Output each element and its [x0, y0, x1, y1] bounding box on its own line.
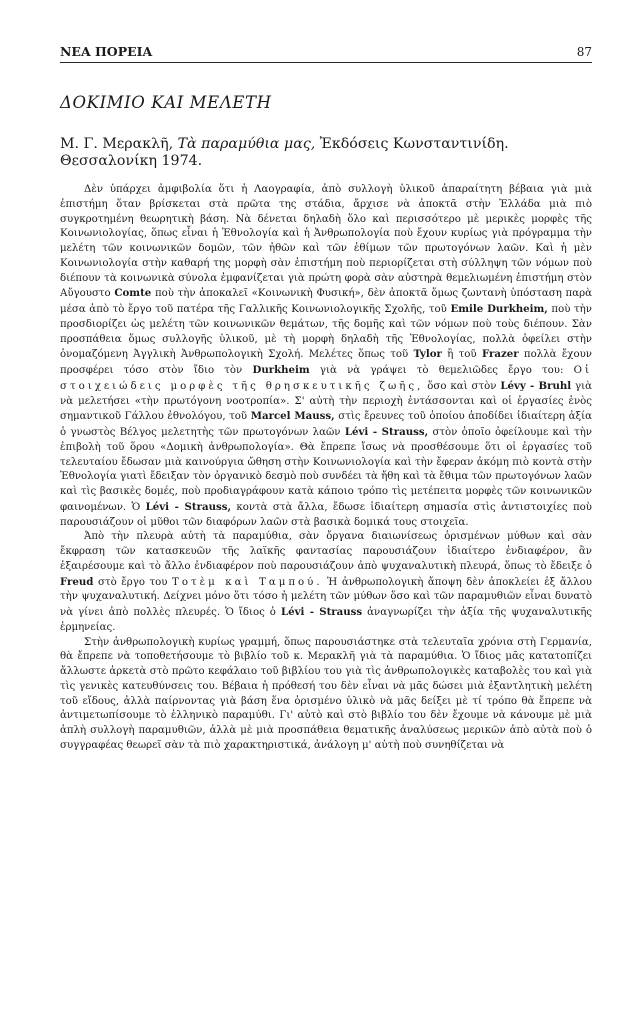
- article-body: [60, 183, 592, 754]
- text-run: ἢ τοῦ: [447, 349, 477, 361]
- text-run: στὸν ὁποῖο ὀφείλουμε καὶ τὴν ἐπιβολὴ τοῦ ὅρου «Δομικὴ ἀνθρωπολογία». Θὰ ἔπρεπε ἴσως νὰ προσθέσουμε ὅτι οἱ ἐργασίες τοῦ τελευταίου ἔδωσαν μιὰ καινούργια ὤθηση στὴν Κοινωνιολογία καὶ τὴν ἔφεραν ἀκόμη πιὸ κοντὰ στὴν Ἐθνολογία γιατὶ ἔδειξαν τὸν ὀργανικὸ δεσμὸ ποὺ συνδέει τὰ ἤθη καὶ τὰ ἔθιμα τῶν πρωτογόνων λαῶν καὶ τὶς βασικὲς δομές, ποὺ προδιαγράφουν κατὰ κάποιο τρόπο τὶς μετέπειτα μορφὲς τῶν κοινωνικῶν φαινομένων. Ὁ: [60, 427, 592, 513]
- text-run: Στὴν ἀνθρωπολογικὴ κυρίως γραμμή, ὅπως παρουσιάστηκε στὰ τελευταῖα χρόνια στὴ Γερμανία, θὰ ἔπρεπε νὰ τοποθετήσουμε τὸ βιβλίο τοῦ κ. Μερακλῆ γιὰ τὰ παραμύθια. Ὁ ἴδιος μᾶς κατατοπίζει ἄλλωστε ἀρκετὰ στὸ πρῶτο κεφάλαιο τοῦ βιβλίου του γιὰ τὶς ἀνθρωπολογικὲς καταβολὲς του καὶ γιὰ τὶς γενικὲς κατευθύνσεις του. Βέβαια ἡ πρόθεσή του δὲν εἶναι νὰ μᾶς δώσει μιὰ ἐξαντλητικὴ μελέτη τοῦ εἴδους, ἀλλὰ παίρνοντας γιὰ βάση ἕνα ὁρισμένο ὑλικὸ νὰ μᾶς δείξει μὲ τί τρόπο θὰ ἔπρεπε νὰ ἀντιμετωπίσουμε τὸ ἑλληνικὸ παραμύθι. Γι' αὐτὸ καὶ στὸ βιβλίο του δὲν ἔχουμε νὰ κάνουμε μὲ μιὰ ἁπλὴ συλλογὴ παραμυθιῶν, ἀλλὰ μὲ μιὰ προσπάθεια θεματικῆς ἀναλύσεως μερικῶν ἀπὸ αὐτὰ ποὺ ὁ συγγραφέας θεωρεῖ σὰν τὰ πιὸ χαρακτηριστικά, ἀνάλογη μ' αὐτὴ ποὺ συνηθίζεται νὰ: [60, 636, 592, 751]
- paragraph-3: [60, 636, 592, 754]
- citation-publisher: Ἐκδόσεις Κωνσταντινίδη. Θεσσαλονίκη 1974.: [60, 136, 509, 169]
- citation-book-title: Τὰ παραμύθια μας,: [177, 136, 316, 152]
- paragraph-2: [60, 530, 592, 635]
- text-run: στὸ ἔργο του: [98, 576, 168, 588]
- text-run: Δὲν ὑπάρχει ἀμφιβολία ὅτι ἡ Λαογραφία, ἀπὸ συλλογὴ ὑλικοῦ ἀπαραίτητη βέβαια γιὰ μιὰ ἐπιστήμη ὅταν βρίσκεται στὰ πρῶτα της στάδια, ἄρχισε νὰ ἀποκτᾶ στὴν Ἑλλάδα μιὰ πιὸ συγκροτημένη θεωρητικὴ βάση. Νὰ δένεται δηλαδὴ ὅλο καὶ περισσότερο μὲ μερικὲς μορφὲς τῆς Κοινωνιολογίας, ὅπως εἶναι ἡ Ἐθνολογία καὶ ἡ Ἀνθρωπολογία ποὺ ἔχουν κυρίως γιὰ πρόγραμμα τὴν μελέτη τῶν κοινωνικῶν δομῶν, τῶν ἠθῶν καὶ τῶν ἐθίμων τῶν πρωτογόνων λαῶν. Καὶ ἡ μὲν Κοινωνιολογία στὴν καθαρή της μορφὴ σὰν ἐπιστήμη ποὺ περιορίζεται στὴ σύλληψη τῶν νόμων ποὺ διέπουν τὰ κοινωνικὰ σύνολα ἐμφανίζεται γιὰ πρώτη φορὰ σὰν αὐστηρὰ θεμελιωμένη ἐπιστήμη στὸν Αὔγουστο: [60, 184, 592, 300]
- name-levi-strauss: Lévi - Strauss,: [145, 500, 231, 513]
- text-run: γιὰ νὰ μελετήσει «τὴν πρωτόγονη νοοτροπία». Σ' αὐτὴ τὴν περιοχὴ ἐντάσσονται καὶ οἱ ἐργασίες ἑνὸς σημαντικοῦ Γάλλου ἐθνολόγου, τοῦ: [60, 380, 592, 423]
- text-run: ὅσο καὶ στὸν: [427, 380, 497, 392]
- text-run: ποὺ τὴν ἀποκαλεῖ «Κοινωνικὴ Φυσική», δὲν ἀποκτᾶ ὅμως ζωντανὴ ὑπόσταση παρὰ μέσα ἀπὸ τὸ ἔργο τοῦ πατέρα τῆς Γαλλικῆς Κοινωνιολογικῆς Σχολῆς, τοῦ: [60, 288, 592, 315]
- text-run: ποὺ τὴν προσδιορίζει ὡς μελέτη τῶν κοινωνικῶν θεμάτων, τῆς δομῆς καὶ τῶν νόμων ποὺ τοὺς διέπουν. Σὰν προσπάθεια ὅμως συλλογῆς ὑλικοῦ, μὲ τὴ μορφὴ δηλαδὴ τῆς Ἐθνολογίας, πολλὰ ὀφείλει στὴν ὀνομαζόμενη Ἀγγλικὴ Ἀνθρωπολογικὴ Σχολή. Μελέτες ὅπως τοῦ: [60, 304, 592, 361]
- text-run: πολλὰ ἔχουν προσφέρει τόσο στὸν ἴδιο τὸν: [60, 349, 592, 376]
- journal-name: ΝΕΑ ΠΟΡΕΙΑ: [60, 44, 153, 59]
- journal-page: [60, 44, 592, 754]
- name-mauss: Marcel Mauss,: [250, 410, 335, 423]
- citation-author: Μ. Γ. Μερακλῆ,: [60, 136, 174, 152]
- name-durkheim: Emile Durkheim,: [450, 303, 548, 315]
- name-levi-strauss: Lévi - Strauss,: [344, 426, 429, 438]
- running-header: [60, 44, 592, 63]
- section-title: ΔΟΚΙΜΙΟ ΚΑΙ ΜΕΛΕΤΗ: [60, 93, 272, 112]
- book-citation: [60, 136, 592, 170]
- work-title-spaced: Οἱ στοιχειώδεις μορφὲς τῆς θρησκευτικῆς ζωῆς,: [60, 365, 593, 392]
- name-frazer: Frazer: [481, 348, 519, 361]
- page-number: 87: [576, 45, 592, 59]
- name-levi-strauss: Lévi - Strauss: [280, 606, 363, 618]
- name-tylor: Tylor: [413, 348, 442, 361]
- paragraph-1: [60, 183, 592, 530]
- name-durkheim: Durkheim: [252, 364, 310, 376]
- text-run: ἀναγνωρίζει τὴν ἀξία τῆς ψυχαναλυτικῆς ἑρμηνείας.: [60, 607, 592, 633]
- text-run: Ἀπὸ τὴν πλευρὰ αὐτὴ τὰ παραμύθια, σὰν ὄργανα διαιωνίσεως ὁρισμένων μύθων καὶ σὰν ἔκφραση τῶν κατασκευῶν τῆς λαϊκῆς φαντασίας παρουσιάζουν ἰδιαίτερο ἐνδιαφέρον, ἂν ἐξαιρέσουμε καὶ τὸ ἄλλο ἐνδιαφέρον ποὺ παρουσιάζουν ἀπὸ ψυχαναλυτικὴ πλευρά, ὅπως τὸ ἔδειξε ὁ: [60, 531, 592, 572]
- name-levy-bruhl: Lévy - Bruhl: [500, 379, 572, 392]
- work-title-spaced: Τοτὲμ καὶ Ταμπού.: [172, 576, 323, 588]
- name-comte: Comte: [114, 287, 152, 300]
- text-run: γιὰ νὰ γράψει τὸ θεμελιῶδες ἔργο του:: [319, 365, 564, 376]
- text-run: στὶς ἔρευνες τοῦ ὁποίου ἀποδίδει ἰδιαίτερη ἀξία ὁ γνωστὸς Βέλγος μελετητὴς τῶν πρωτογόνων λαῶν: [60, 411, 592, 438]
- text-run: κοντὰ στὰ ἄλλα, ἔδωσε ἰδιαίτερη σημασία στὶς ἀντιστοιχίες ποὺ παρουσιάζουν οἱ μῦθοι τῶν διαφόρων λαῶν στὰ βασικὰ δομικά τους στοιχεῖα.: [60, 501, 592, 528]
- text-run: Ἡ ἀνθρωπολογικὴ ἄποψη δὲν ἀποκλείει ἐξ ἄλλου τὴν ψυχαναλυτική. Δείχνει μόνο ὅτι τόσο ἡ μελέτη τῶν μύθων ὅσο καὶ τῶν παραμυθιῶν εἶναι δυνατὸ νὰ γίνει ἀπὸ πολλὲς πλευρές. Ὁ ἴδιος ὁ: [60, 576, 592, 618]
- name-freud: Freud: [60, 575, 94, 588]
